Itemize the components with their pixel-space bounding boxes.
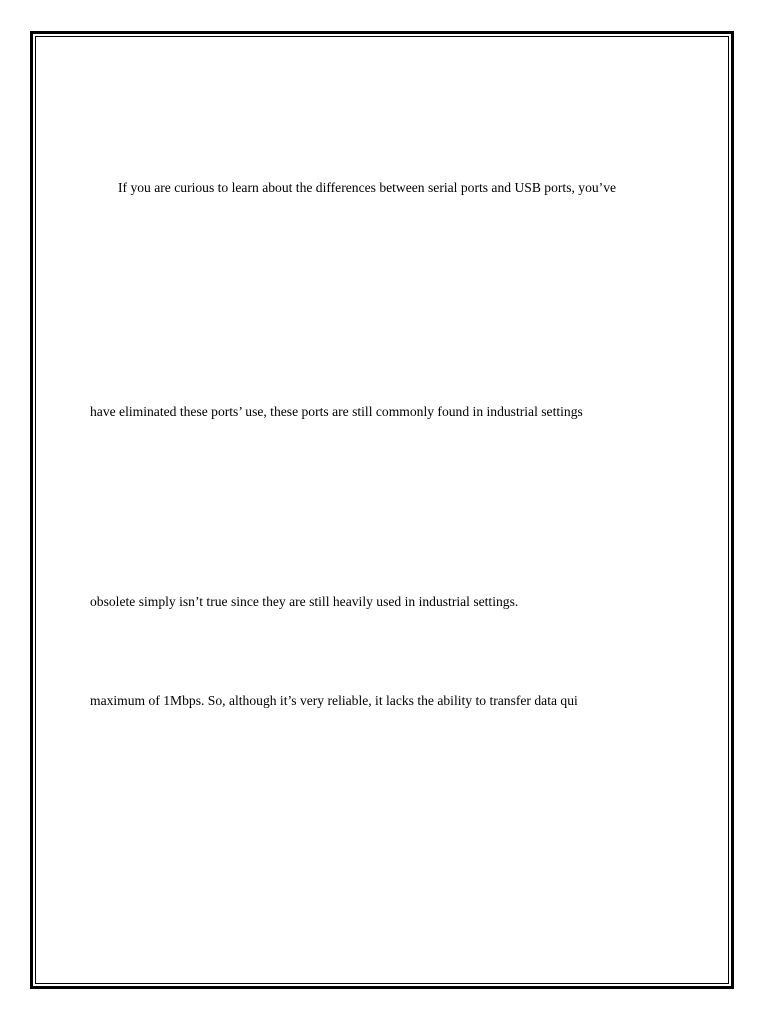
- paragraph-line-1: If you are curious to learn about the differences between serial ports and USB ports, you’ve: [118, 180, 617, 195]
- paragraph-line-2: have eliminated these ports’ use, these ports are still commonly found in industrial settings: [90, 404, 583, 419]
- page-border-inner: [35, 36, 729, 984]
- paragraph-line-3: obsolete simply isn’t true since they are still heavily used in industrial settings.: [90, 594, 519, 609]
- paragraph-line-4: maximum of 1Mbps. So, although it’s very reliable, it lacks the ability to transfer data qui: [90, 693, 578, 708]
